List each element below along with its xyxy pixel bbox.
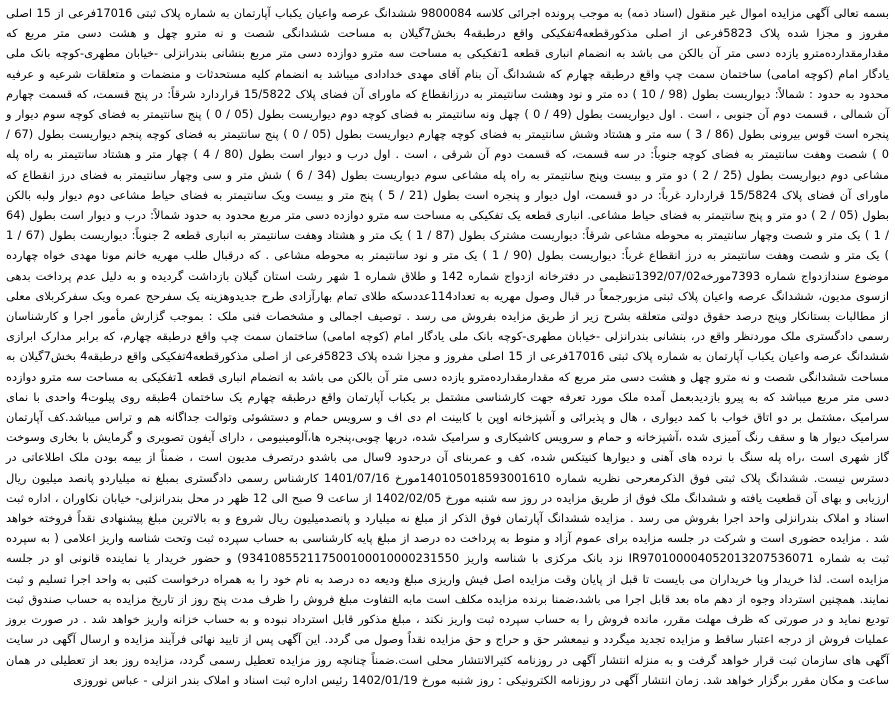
auction-notice-text: بسمه تعالی آگهی مزایده اموال غیر منقول (اسناد ذمه) به موجب پرونده اجرائی کلاسه 9800084 ششدانگ عرصه واعیان یکباب آپارتمان به شماره پلاک ثبتی 17016فرعی از 15 اصلی مفروز و مجزا شده پلاک 5823فرعی از اصلی مذکورقطعه4تفکیکی واقع درطبقه4 بخش7گیلان به مساحت ششدانگی شصت و نه مترو چهل و هشت دسی متر مربع که مقدارمقدارده‌مترو یازده دسی متر آن بالکن می باشد به انضمام انباری قطعه 1تفکیکی به مساحت سه مترو دوازده دسی متر مربع بنشانی بندرانزلی -خیابان مطهری-کوچه بانک ملی یادگار امام (کوچه امامی) ساختمان سمت چپ واقع درطبقه چهارم که ششدانگ آن بنام آقای مهدی خدادادی میباشد به انضمام کلیه مستحدثات و منضمات و متعلقات شرعیه و عرفیه محدود به حدود : شمالاً: دیواریست بطول (98 / 10 ) ده متر و نود وهشت سانتیمتر به درزانقطاع که ماورای آن فضای پلاک 15/5822 قراردارد شرقاً: در پنج قسمت، که قسمت چهارم آن شمالی ، قسمت دوم آن جنوبی ، است . اول دیواریست بطول (49 / 0 ) چهل ونه سانتیمتر به فضای کوچه دوم دیواریست بطول (05 / 0 ) پنج سانتیمتر به فضای کوچه سوم دیوار و پنجره است قوس بیرونی بطول (86 / 3 ) سه متر و هشتاد وشش سانتیمتر به فضای کوچه چهارم دیواریست بطول (05 / 0 ) پنج سانتیمتر به فضای کوچه پنجم دیواریست بطول (67 / 0 ) شصت وهفت سانتیمتر به فضای کوچه جنوباً: در سه قسمت، که قسمت دوم آن شرقی ، است . اول درب و دیوار است بطول (80 / 4 ) چهار متر و هشتاد سانتیمتر به راه پله مشاعی دوم دیواریست بطول (25 / 2 ) دو متر و بیست وپنج سانتیمتر به راه پله مشاعی سوم دیواریست بطول (34 / 6 ) شش متر و سی وچهار سانتیمتر به فضای درز انقطاع که ماورای آن فضای پلاک 15/5824 قراردارد غرباً: در دو قسمت، اول دیوار و پنجره است بطول (21 / 5 ) پنج متر و بیست ویک سانتیمتر به فضای حیاط مشاعی دوم دیوار ولبه بالکن بطول (05 / 2 ) دو متر و پنج سانتیمتر به فضای حیاط مشاعی. انباری قطعه یک تفکیکی به مساحت سه مترو دوازده دسی متر مربع محدود به حدود شمالاً: درب و دیوار است بطول (64 / 1 ) یک متر و شصت وچهار سانتیمتر به محوطه مشاعی شرقاً: دیواریست مشترک بطول (87 / 1 ) یک متر و هشتاد وهفت سانتیمتر به انباری قطعه 2 جنوباً: دیواریست بطول (67 / 1 ) یک متر و شصت وهفت سانتیمتر به درز انقطاع غرباً: دیواریست بطول (90 / 1 ) یک متر و نود سانتیمتر به محوطه مشاعی . که درقبال طلب مهریه خانم مونا مهدی خواه چهارده موضوع سندازدواج شماره 7393مورخه1392/07/02تنظیمی در دفترخانه ازدواج شماره 142 و طلاق شماره 1 شهر رشت استان گیلان بازداشت گردیده و به دلیل عدم پرداخت بدهی ازسوی مدیون، ششدانگ عرصه واعیان پلاک ثبتی مزبورجمعاً در قبال وصول مهریه به تعداد114عددسکه طلای تمام بهارآزادی طرح جدیدوهزینه یک سفرحج عمره ویک سفرکربلای معلی از مطالبات بستانکار وپنج درصد حقوق دولتی متعلقه بشرح زیر از طریق مزایده بفروش می رسد . توصیف اجمالی و مشخصات فنی ملک : بموجب گزارش مأمور اجرا و کارشناسان رسمی دادگستری ملک موردنظر واقع در، بنشانی بندرانزلی -خیابان مطهری-کوچه بانک ملی یادگار امام (کوچه امامی) ساختمان سمت چپ واقع درطبقه چهارم، که برابر مدارک ابرازی ششدانگ عرصه واعیان یکباب آپارتمان به شماره پلاک ثبتی 17016فرعی از 15 اصلی مفروز و مجزا شده پلاک 5823فرعی از اصلی مذکورقطعه4تفکیکی واقع درطبقه4 بخش7گیلان به مساحت ششدانگی شصت و نه مترو چهل و هشت دسی متر مربع که مقدارمقدارده‌مترو یازده دسی متر آن بالکن می باشد به انضمام انباری قطعه 1تفکیکی به مساحت سه مترو دوازده دسی متر مربع میباشد که به پیرو بازدیدبعمل آمده ملک مورد تعرفه جهت کارشناسی مشتمل بر یکباب آپارتمان واقع درطبقه چهارم یک ساختمان 4طبقه روی پیلوت4 واحدی با نمای سرامیک ،مشتمل بر دو اتاق خواب با کمد دیواری ، هال و پذیرائی و آشپزخانه اوپن با کابینت ام دی اف و سرویس حمام و دستشوئی وتوالت جداگانه هم و تراس میباشد.کف آپارتمان سرامیک دیوار ها و سقف رنگ آمیزی شده ،آشپزخانه و حمام و سرویس کاشیکاری و سرامیک شده، دربها چوبی،پنجره ها،آلومینیومی ، دارای آیفون تصویری و گرمایش با بخاری وسوخت گاز شهری است ،راه پله سنگ با نرده های آهنی و دیوارها کنیتکس شده، کف و عمربنای آن درحدود 9سال می باشدو درتصرف مدیون است ، ضمناً از بیمه بودن ملک اطلاعاتی در دسترس نیست. ششدانگ پلاک ثبتی فوق الذکرمعرحی نظریه شماره 140105018593001610مورخ 1401/07/16 کارشناس رسمی دادگستری بمبلغ نه میلیاردو پانصد میلیون ریال ارزیابی و بهای آن قطعیت یافته و ششدانگ ملک فوق از طریق مزایده در روز سه شنبه مورخ 1402/02/05 از ساعت 9 صبح الی 12 ظهر در محل بندرانزلی- خیابان نکاوران ، اداره ثبت اسناد و املاک بندرانزلی واحد اجرا بفروش می رسد . مزایده ششدانگ آپارتمان فوق الذکر از مبلغ نه میلیارد و پانصدمیلیون ریال شروع و به بالاترین مبلغ پیشنهادی نقداً فروخته خواهد شد . مزایده حضوری است و شرکت در جلسه مزایده برای عموم آزاد و منوط به پرداخت ده درصد از مبلغ پایه کارشناسی به حساب سپرده ثبت وتحت شناسه واریز اعلامی ( به سپرده ثبت به شماره IR970100004052013207536071 نزد بانک مرکزی با شناسه واریز 934108552117500100010000231550) و حضور خریدار یا نماینده قانونی او در جلسه مزایده است. لذا خریدار ویا خریداران می بایست تا قبل از پایان وقت مزایده اصل فیش واریزی مبلغ ودیعه ده درصد به نام خود را به همراه درخواست کتبی به واحد اجرا تسلیم و ثبت نمایند. همچنین استرداد وجوه از دهم ماه بعد قابل اجرا می باشد،ضمنا برنده مزایده مکلف است مابه التفاوت مبلغ فروش را ظرف مدت پنج روز از تاریخ مزایده به حساب صندوق ثبت تودیع نماید و در صورتی که ظرف مهلت مقرر، مانده فروش را به حساب سپرده ثبت واریز نکند ، مبلغ مذکور قابل استرداد نبوده و به حساب خزانه واریز خواهد شد . در صورت بروز عملیات فروش از درجه اعتبار ساقط و مزایده تجدید میگردد و نیمعشر حق و حراج و حق مزایده نقداً وصول می گردد. این آگهی پس از تایید نهائی فرآیند مزایده و ارسال آگهی در سایت آگهی های سازمان ثبت قرار خواهد گرفت و به منزله انتشار آگهی در روزنامه کثیرالانتشار محلی است.ضمناً چنانچه روز مزایده تعطیل رسمی گردد، مزایده روز بعد از تعطیلی در همان ساعت و مکان مقرر برگزار خواهد شد. زمان انتشار آگهی در روزنامه الکترونیکی : روز شنبه مورخ 1402/01/19 رئیس اداره ثبت اسناد و املاک بندر انزلی - عباس نوروزی xyxy=(6,6,890,687)
